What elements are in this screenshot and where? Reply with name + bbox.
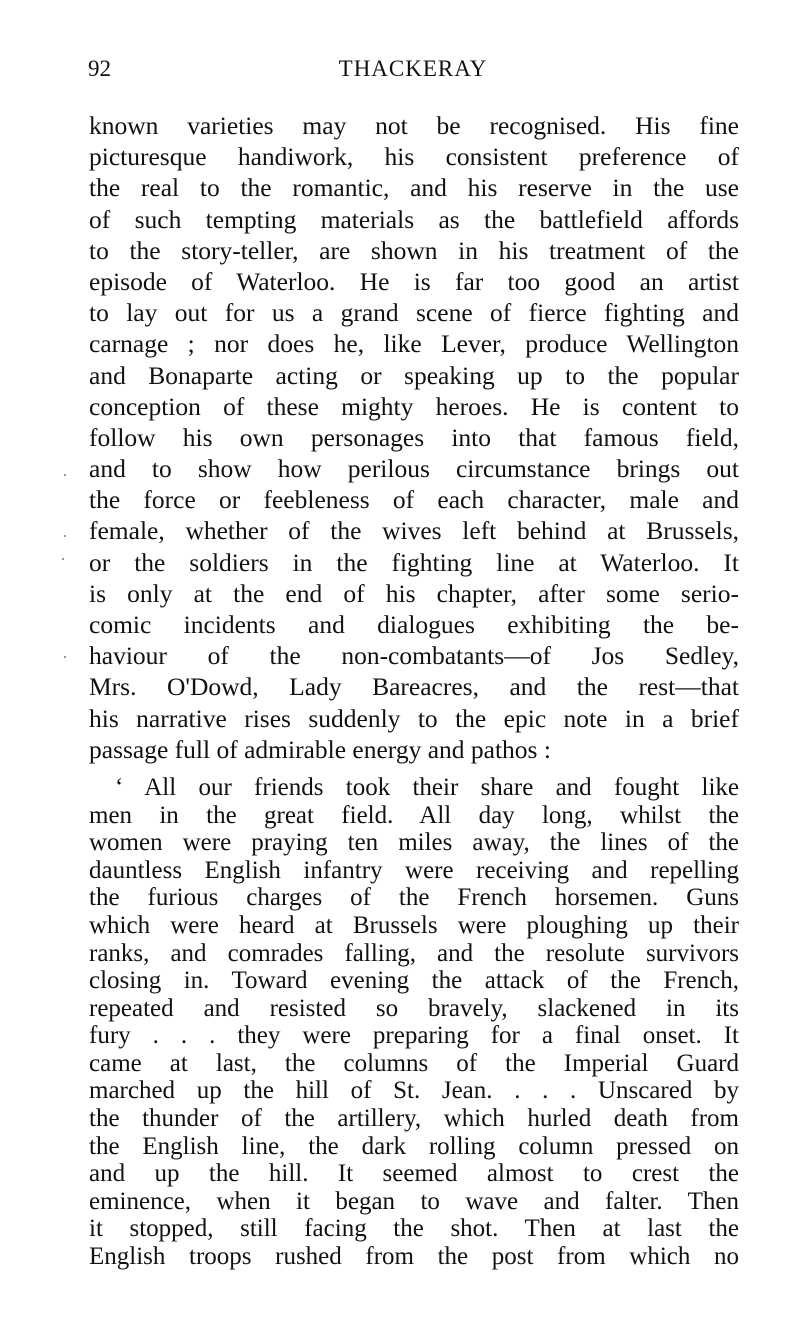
text-line: female, whether of the wives left behind at Brussels,	[89, 516, 739, 546]
text-line: picturesque handiwork, his consistent preference of	[89, 142, 739, 172]
quote-line: fury . . . they were preparing for a final onset. It	[89, 1022, 739, 1050]
text-line: to the story-teller, are shown in his treatment of the	[89, 235, 739, 265]
quote-line: the English line, the dark rolling column pressed on	[89, 1132, 739, 1160]
text-line: of such tempting materials as the battlefield affords	[89, 204, 739, 234]
text-line: and to show how perilous circumstance brings out	[89, 454, 739, 484]
quote-line: and up the hill. It seemed almost to crest the	[89, 1160, 739, 1188]
text-line: and Bonaparte acting or speaking up to the popular	[89, 360, 739, 390]
quote-line: came at last, the columns of the Imperial Guard	[89, 1049, 739, 1077]
text-line: comic incidents and dialogues exhibiting the be-	[89, 610, 739, 639]
quote-line: it stopped, still facing the shot. Then at last the	[89, 1215, 739, 1243]
quote-line: ‘ All our friends took their share and fought like	[115, 773, 739, 801]
text-line: his narrative rises suddenly to the epic note in a brief	[89, 703, 739, 733]
quote-line: repeated and resisted so bravely, slackened in its	[89, 994, 739, 1022]
text-line: follow his own personages into that famous field,	[89, 422, 739, 452]
quote-line: dauntless English infantry were receiving and repelling	[89, 856, 739, 884]
body-text	[89, 110, 739, 1271]
quote-line: the furious charges of the French horsemen. Guns	[89, 884, 739, 912]
quote-line: eminence, when it began to wave and falter. Then	[89, 1187, 739, 1215]
quote-line: the thunder of the artillery, which hurled death from	[89, 1105, 739, 1133]
quote-line: ranks, and comrades falling, and the resolute survivors	[89, 939, 739, 967]
text-line: haviour of the non-combatants—of Jos Sedley,	[89, 641, 739, 671]
page-number: 92	[88, 56, 111, 81]
text-line: known varieties may not be recognised. His fine	[89, 111, 739, 140]
block-quotation	[89, 774, 739, 1271]
text-line: passage full of admirable energy and pathos :	[89, 734, 551, 764]
quote-line: English troops rushed from the post from which no	[89, 1243, 739, 1271]
text-line: to lay out for us a grand scene of fierce fighting and	[89, 298, 739, 328]
quote-line: closing in. Toward evening the attack of the French,	[89, 967, 739, 995]
quote-line: which were heard at Brussels were ploughing up their	[89, 911, 739, 939]
text-line: episode of Waterloo. He is far too good an artist	[89, 266, 739, 296]
running-title: THACKERAY	[338, 56, 488, 81]
text-line: is only at the end of his chapter, after some serio-	[89, 578, 739, 608]
text-line: the force or feebleness of each character, male and	[89, 485, 739, 515]
margin-speck	[62, 558, 64, 560]
margin-speck	[64, 656, 66, 658]
quote-line: women were praying ten miles away, the lines of the	[89, 829, 739, 857]
text-line: conception of these mighty heroes. He is content to	[89, 391, 739, 421]
page-header	[88, 56, 738, 90]
text-line: or the soldiers in the fighting line at Waterloo. It	[89, 547, 739, 577]
text-line: Mrs. O'Dowd, Lady Bareacres, and the rest—that	[89, 672, 739, 702]
text-line: carnage ; nor does he, like Lever, produce Wellington	[89, 329, 739, 359]
quote-line: marched up the hill of St. Jean. . . . Unscared by	[89, 1077, 739, 1105]
paragraph-main	[89, 110, 739, 765]
quote-line: men in the great field. All day long, whilst the	[89, 801, 739, 829]
margin-speck	[64, 474, 66, 476]
margin-speck	[64, 535, 66, 537]
text-line: the real to the romantic, and his reserve in the use	[89, 173, 739, 203]
